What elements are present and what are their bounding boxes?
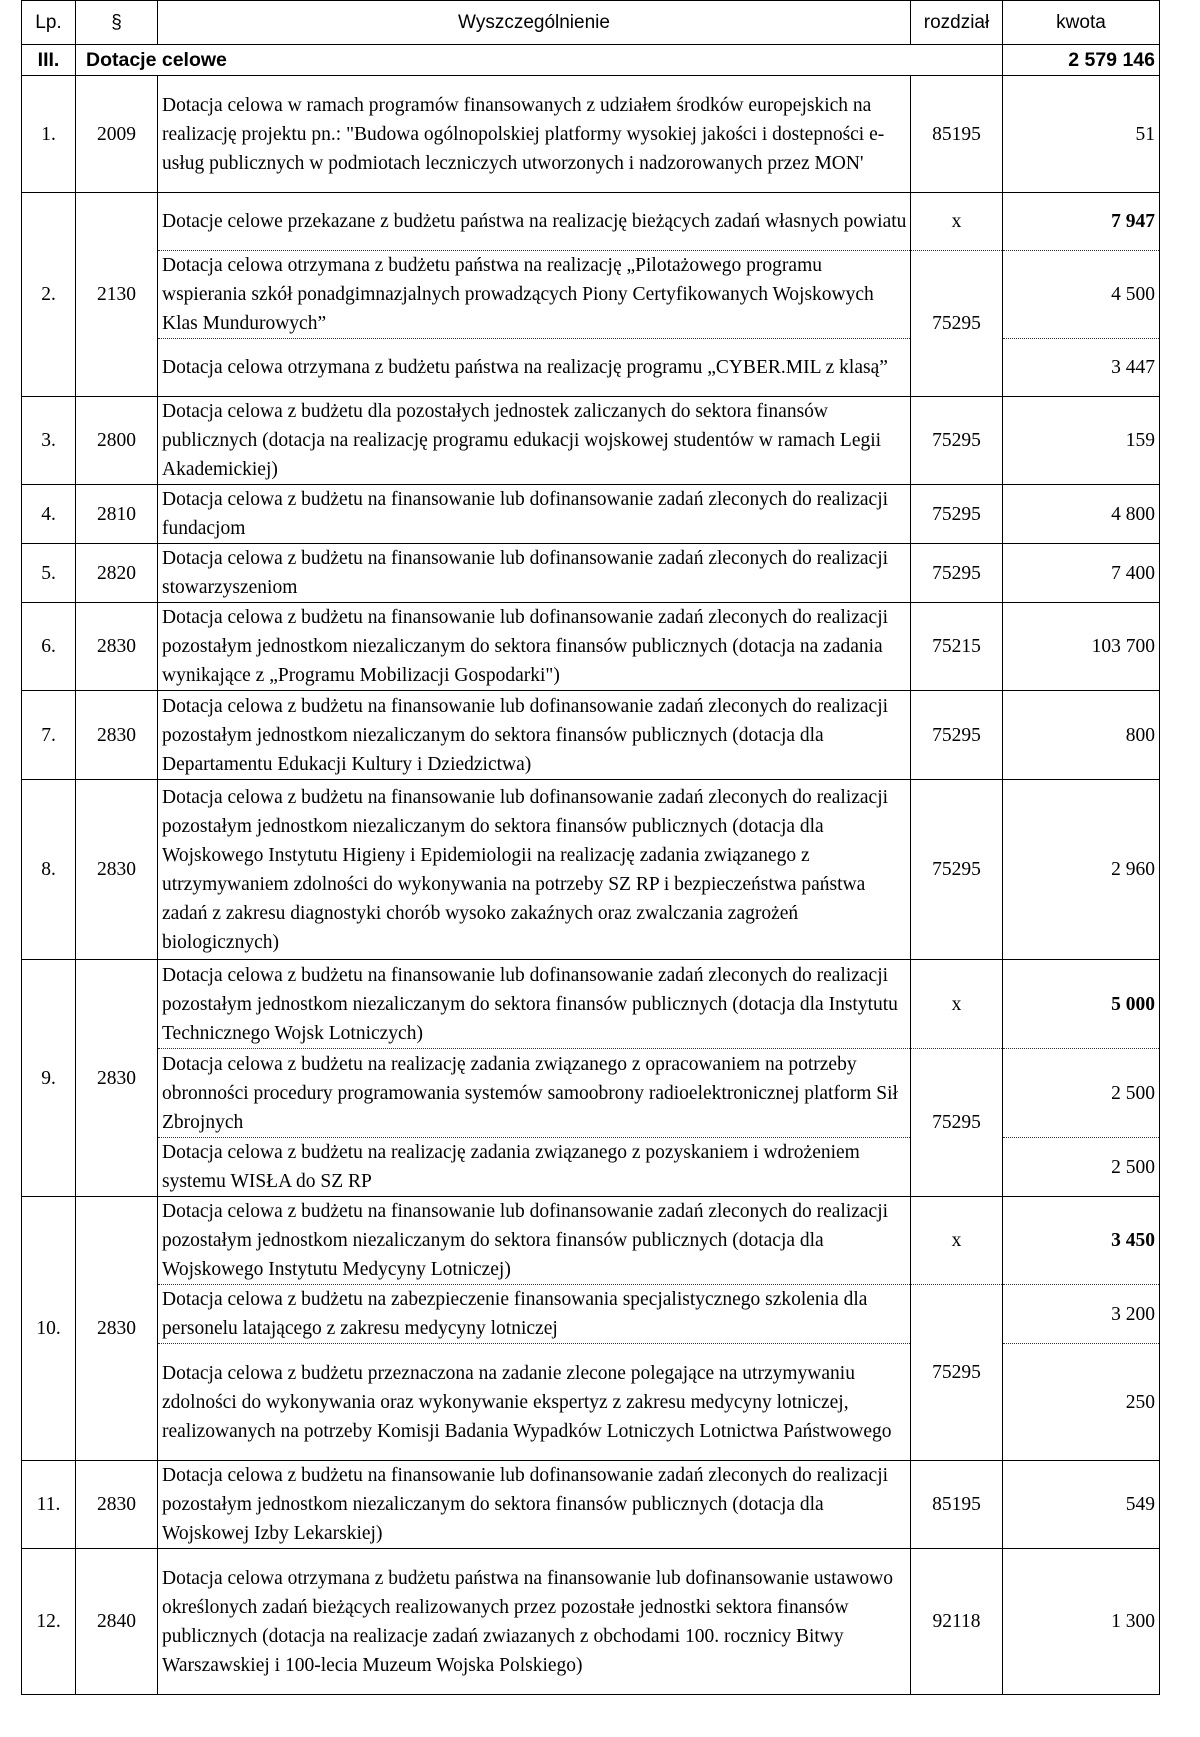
- row-lp: 4.: [22, 485, 76, 544]
- table-row: [22, 397, 1160, 485]
- subrow-kwota: 2 500: [1003, 1138, 1160, 1197]
- row-rozdzial: 75215: [911, 603, 1003, 691]
- row-rozdzial: 75295: [911, 691, 1003, 780]
- section-row: [22, 45, 1160, 76]
- budget-table: [21, 0, 1160, 1695]
- row-paragraph: 2820: [76, 544, 158, 603]
- row-description: Dotacje celowe przekazane z budżetu państwa na realizację bieżących zadań własnych powiatu: [158, 193, 911, 251]
- row-description: Dotacja celowa z budżetu na finansowanie lub dofinansowanie zadań zleconych do realizacji fundacjom: [158, 485, 911, 544]
- row-paragraph: 2840: [76, 1549, 158, 1695]
- table-subrow: [22, 1285, 1160, 1344]
- header-lp: Lp.: [22, 1, 76, 45]
- row-rozdzial: 75295: [911, 780, 1003, 960]
- subrow-kwota: 4 500: [1003, 251, 1160, 339]
- row-rozdzial: 75295: [911, 544, 1003, 603]
- row-rozdzial: 92118: [911, 1549, 1003, 1695]
- row-paragraph: 2830: [76, 1461, 158, 1549]
- row-description: Dotacja celowa w ramach programów finansowanych z udziałem środków europejskich na realizację projektu pn.: "Budowa ogólnopolskiej platformy wysokiej jakości i dostepności e-usług publicznych w podmiotach leczniczych utworzonych i nadzorowanych przez MON': [158, 76, 911, 193]
- section-total: 2 579 146: [1003, 45, 1160, 76]
- row-rozdzial: x: [911, 1197, 1003, 1285]
- table-row: [22, 1197, 1160, 1285]
- subrow-description: Dotacja celowa otrzymana z budżetu państwa na realizację „Pilotażowego programu wspierania szkół ponadgimnazjalnych prowadzących Piony Certyfikowanych Wojskowych Klas Mundurowych”: [158, 251, 911, 339]
- row-kwota: 549: [1003, 1461, 1160, 1549]
- row-kwota: 5 000: [1003, 960, 1160, 1049]
- row-description: Dotacja celowa z budżetu na finansowanie lub dofinansowanie zadań zleconych do realizacji pozostałym jednostkom niezaliczanym do sektora finansów publicznych (dotacja dla Wojskowego Instytutu Higieny i Epidemiologii na realizację zadania związanego z utrzymywaniem zdolności do wykonywania na potrzeby SZ RP i bezpieczeństwa państwa zadań z zakresu diagnostyki chorób wysoko zakaźnych oraz zwalczania zagrożeń biologicznych): [158, 780, 911, 960]
- row-kwota: 2 960: [1003, 780, 1160, 960]
- row-description: Dotacja celowa z budżetu na finansowanie lub dofinansowanie zadań zleconych do realizacji pozostałym jednostkom niezaliczanym do sektora finansów publicznych (dotacja na zadania wynikające z „Programu Mobilizacji Gospodarki"): [158, 603, 911, 691]
- table-row: [22, 485, 1160, 544]
- subrow-description: Dotacja celowa z budżetu na realizację zadania związanego z pozyskaniem i wdrożeniem systemu WISŁA do SZ RP: [158, 1138, 911, 1197]
- row-lp: 10.: [22, 1197, 76, 1461]
- subrow-kwota: 3 447: [1003, 339, 1160, 397]
- row-description: Dotacja celowa z budżetu na finansowanie lub dofinansowanie zadań zleconych do realizacji pozostałym jednostkom niezaliczanym do sektora finansów publicznych (dotacja dla Wojskowej Izby Lekarskiej): [158, 1461, 911, 1549]
- table-row: [22, 603, 1160, 691]
- row-paragraph: 2830: [76, 603, 158, 691]
- row-description: Dotacja celowa z budżetu na finansowanie lub dofinansowanie zadań zleconych do realizacji stowarzyszeniom: [158, 544, 911, 603]
- row-rozdzial: 75295: [911, 397, 1003, 485]
- subrow-rozdzial: 75295: [911, 1049, 1003, 1197]
- subrow-rozdzial: 75295: [911, 251, 1003, 397]
- row-lp: 5.: [22, 544, 76, 603]
- table-row: [22, 780, 1160, 960]
- row-rozdzial: x: [911, 960, 1003, 1049]
- table-row: [22, 1549, 1160, 1695]
- row-kwota: 7 400: [1003, 544, 1160, 603]
- table-row: [22, 1461, 1160, 1549]
- row-rozdzial: 75295: [911, 485, 1003, 544]
- row-kwota: 800: [1003, 691, 1160, 780]
- row-kwota: 51: [1003, 76, 1160, 193]
- row-description: Dotacja celowa z budżetu na finansowanie lub dofinansowanie zadań zleconych do realizacji pozostałym jednostkom niezaliczanym do sektora finansów publicznych (dotacja dla Instytutu Technicznego Wojsk Lotniczych): [158, 960, 911, 1049]
- subrow-kwota: 250: [1003, 1344, 1160, 1461]
- row-description: Dotacja celowa z budżetu na finansowanie lub dofinansowanie zadań zleconych do realizacji pozostałym jednostkom niezaliczanym do sektora finansów publicznych (dotacja dla Wojskowego Instytutu Medycyny Lotniczej): [158, 1197, 911, 1285]
- header-row: [22, 1, 1160, 45]
- table-row: [22, 691, 1160, 780]
- header-rozdzial: rozdział: [911, 1, 1003, 45]
- row-paragraph: 2810: [76, 485, 158, 544]
- row-paragraph: 2830: [76, 960, 158, 1197]
- row-lp: 3.: [22, 397, 76, 485]
- subrow-description: Dotacja celowa z budżetu przeznaczona na zadanie zlecone polegające na utrzymywaniu zdolności do wykonywania oraz wykonywanie ekspertyz z zakresu medycyny lotniczej, realizowanych na potrzeby Komisji Badania Wypadków Lotniczych Lotnictwa Państwowego: [158, 1344, 911, 1461]
- subrow-description: Dotacja celowa z budżetu na realizację zadania związanego z opracowaniem na potrzeby obronności procedury programowania systemów samoobrony radioelektronicznej platform Sił Zbrojnych: [158, 1049, 911, 1138]
- row-description: Dotacja celowa otrzymana z budżetu państwa na finansowanie lub dofinansowanie ustawowo określonych zadań bieżących realizowanych przez pozostałe jednostki sektora finansów publicznych (dotacja na realizacje zadań zwiazanych z obchodami 100. rocznicy Bitwy Warszawskiej i 100-lecia Muzeum Wojska Polskiego): [158, 1549, 911, 1695]
- subrow-description: Dotacja celowa z budżetu na zabezpieczenie finansowania specjalistycznego szkolenia dla personelu latającego z zakresu medycyny lotniczej: [158, 1285, 911, 1344]
- row-description: Dotacja celowa z budżetu na finansowanie lub dofinansowanie zadań zleconych do realizacji pozostałym jednostkom niezaliczanym do sektora finansów publicznych (dotacja dla Departamentu Edukacji Kultury i Dziedzictwa): [158, 691, 911, 780]
- row-lp: 12.: [22, 1549, 76, 1695]
- row-lp: 7.: [22, 691, 76, 780]
- table-row: [22, 76, 1160, 193]
- row-paragraph: 2830: [76, 691, 158, 780]
- row-kwota: 3 450: [1003, 1197, 1160, 1285]
- row-lp: 8.: [22, 780, 76, 960]
- table-row: [22, 193, 1160, 251]
- row-lp: 6.: [22, 603, 76, 691]
- row-paragraph: 2830: [76, 1197, 158, 1461]
- header-kwota: kwota: [1003, 1, 1160, 45]
- section-lp: III.: [22, 45, 76, 76]
- row-kwota: 1 300: [1003, 1549, 1160, 1695]
- row-rozdzial: x: [911, 193, 1003, 251]
- row-lp: 9.: [22, 960, 76, 1197]
- row-rozdzial: 85195: [911, 1461, 1003, 1549]
- row-kwota: 103 700: [1003, 603, 1160, 691]
- row-kwota: 7 947: [1003, 193, 1160, 251]
- row-rozdzial: 85195: [911, 76, 1003, 193]
- row-paragraph: 2800: [76, 397, 158, 485]
- row-lp: 11.: [22, 1461, 76, 1549]
- header-description: Wyszczególnienie: [158, 1, 911, 45]
- row-kwota: 159: [1003, 397, 1160, 485]
- subrow-kwota: 2 500: [1003, 1049, 1160, 1138]
- row-kwota: 4 800: [1003, 485, 1160, 544]
- subrow-rozdzial: 75295: [911, 1285, 1003, 1461]
- table-subrow: [22, 1049, 1160, 1138]
- subrow-description: Dotacja celowa otrzymana z budżetu państwa na realizację programu „CYBER.MIL z klasą”: [158, 339, 911, 397]
- row-lp: 1.: [22, 76, 76, 193]
- row-paragraph: 2830: [76, 780, 158, 960]
- table-subrow: [22, 251, 1160, 339]
- row-lp: 2.: [22, 193, 76, 397]
- section-title: Dotacje celowe: [76, 45, 1003, 76]
- subrow-kwota: 3 200: [1003, 1285, 1160, 1344]
- row-paragraph: 2130: [76, 193, 158, 397]
- table-row: [22, 544, 1160, 603]
- row-paragraph: 2009: [76, 76, 158, 193]
- table-row: [22, 960, 1160, 1049]
- row-description: Dotacja celowa z budżetu dla pozostałych jednostek zaliczanych do sektora finansów publicznych (dotacja na realizację programu edukacji wojskowej studentów w ramach Legii Akademickiej): [158, 397, 911, 485]
- header-paragraph: §: [76, 1, 158, 45]
